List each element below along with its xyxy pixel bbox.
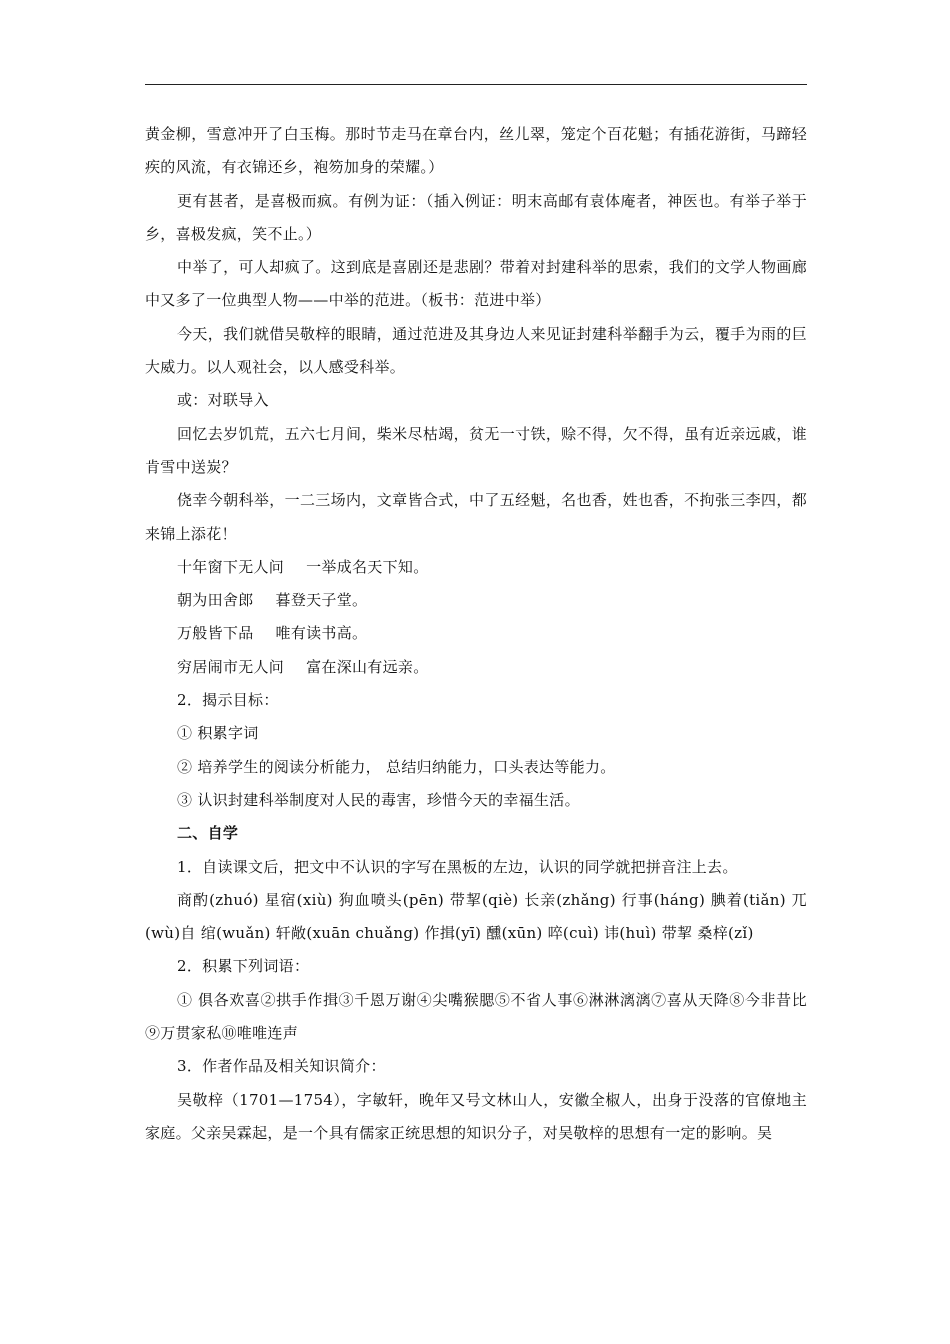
goals-heading: 2．揭示目标： bbox=[177, 691, 279, 710]
task-1: 1．自读课文后，把文中不认识的字写在黑板的左边，认识的同学就把拼音注上去。 bbox=[177, 857, 738, 876]
paragraph-couplet-1: 回忆去岁饥荒，五六七月间，柴米尽枯竭，贫无一寸铁，赊不得，欠不得，虽有近亲远戚，谁肯雪中送炭？ bbox=[145, 424, 807, 476]
couplet-line bbox=[145, 617, 807, 650]
couplet-first: 朝为田舍郎 bbox=[177, 591, 254, 610]
author-intro: 吴敬梓（1701—1754），字敏轩，晚年又号文林山人，安徽全椒人，出身于没落的官僚地主家庭。父亲吴霖起，是一个具有儒家正统思想的知识分子，对吴敬梓的思想有一定的影响。吴 bbox=[145, 1090, 807, 1142]
vocabulary-list: ① 俱各欢喜②拱手作揖③千恩万谢④尖嘴猴腮⑤不省人事⑥淋淋漓漓⑦喜从天降⑧今非昔比⑨万贯家私⑩唯唯连声 bbox=[145, 990, 807, 1043]
couplet-first: 万般皆下品 bbox=[177, 624, 254, 643]
task-2: 2．积累下列词语： bbox=[177, 957, 310, 976]
task-3: 3．作者作品及相关知识简介： bbox=[177, 1057, 386, 1076]
paragraph-continued: 黄金柳，雪意冲开了白玉梅。那时节走马在章台内，丝儿翠，笼定个百花魁；有插花游街，马蹄轻疾的风流，有衣锦还乡，袍笏加身的荣耀。） bbox=[145, 125, 807, 177]
goal-item: ① 积累字词 bbox=[177, 724, 259, 743]
document-body bbox=[145, 118, 807, 1150]
paragraph-today: 今天，我们就借吴敬梓的眼睛，通过范进及其身边人来见证封建科举翻手为云，覆手为雨的巨大威力。以人观社会，以人感受科举。 bbox=[145, 324, 807, 377]
couplet-second: 富在深山有远亲。 bbox=[306, 657, 429, 676]
section-title: 二、自学 bbox=[177, 824, 239, 843]
paragraph-alt-intro: 或：对联导入 bbox=[177, 391, 269, 410]
couplet-first: 十年窗下无人问 bbox=[177, 557, 285, 576]
couplet-line bbox=[145, 584, 807, 617]
paragraph-example: 更有甚者，是喜极而疯。有例为证：（插入例证：明末高邮有袁体庵者，神医也。有举子举于乡，喜极发疯，笑不止。） bbox=[145, 191, 807, 243]
paragraph-couplet-2: 侥幸今朝科举，一二三场内，文章皆合式，中了五经魁，名也香，姓也香，不拘张三李四，都来锦上添花！ bbox=[145, 491, 807, 543]
goal-item: ③ 认识封建科举制度对人民的毒害，珍惜今天的幸福生活。 bbox=[177, 790, 580, 809]
goal-item: ② 培养学生的阅读分析能力， 总结归纳能力，口头表达等能力。 bbox=[177, 757, 616, 776]
couplet-first: 穷居闹市无人问 bbox=[177, 657, 285, 676]
couplet-second: 唯有读书高。 bbox=[275, 624, 368, 643]
couplet-second: 一举成名天下知。 bbox=[306, 557, 429, 576]
pinyin-list: 商酌(zhuó) 星宿(xiù) 狗血喷头(pēn) 带挈(qiè) 长亲(zhǎng) 行事(háng) 腆着(tiǎn) 兀(wù)自 绾(wuǎn) 轩敞(xuān chuǎng) 作揖(yī) 醺(xūn) 啐(cuì) 讳(huì) 带挈 桑梓(zǐ) bbox=[145, 890, 807, 943]
couplet-second: 暮登天子堂。 bbox=[275, 591, 368, 610]
couplet-line bbox=[145, 651, 807, 684]
header-rule bbox=[145, 84, 807, 85]
paragraph-question: 中举了，可人却疯了。这到底是喜剧还是悲剧？带着对封建科举的思索，我们的文学人物画廊中又多了一位典型人物——中举的范进。（板书：范进中举） bbox=[145, 258, 807, 310]
couplet-line bbox=[145, 551, 807, 584]
